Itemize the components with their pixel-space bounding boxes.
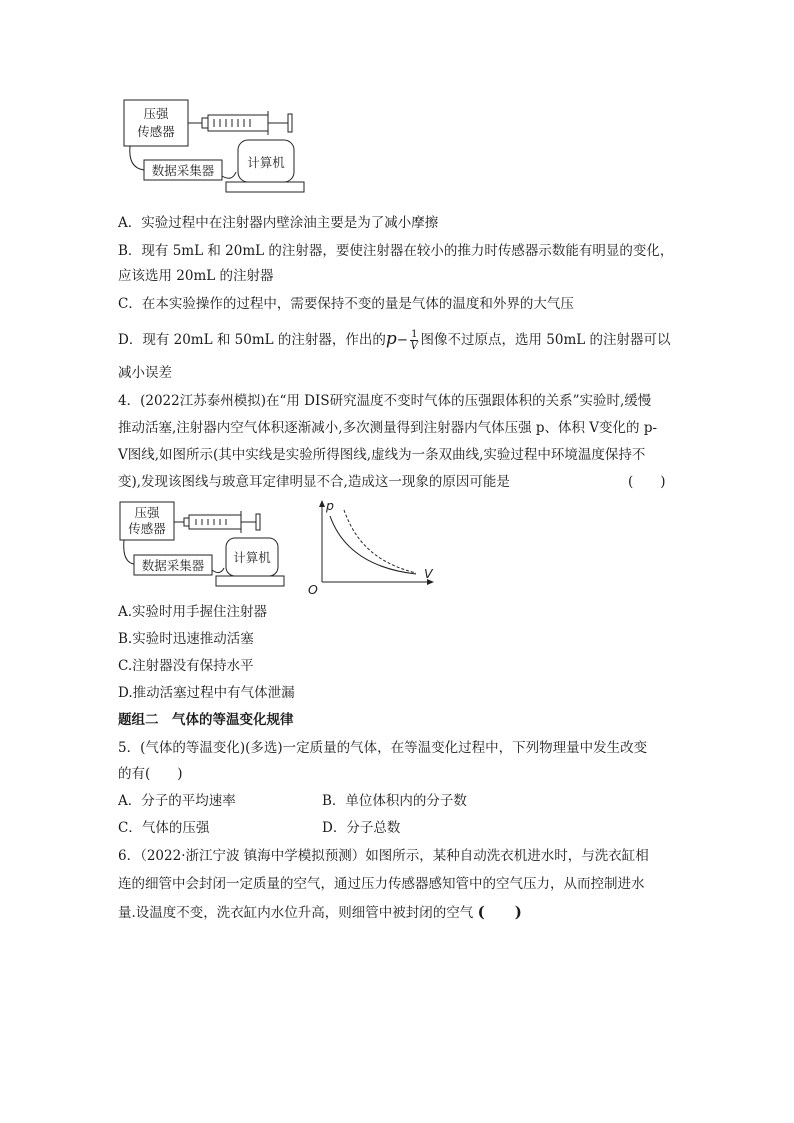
q4-option-c: C.注射器没有保持水平: [118, 658, 254, 674]
sensor-label-2: 传感器: [137, 124, 175, 139]
q6-stem-line3-text: 量.设温度不变，洗衣缸内水位升高，则细管中被封闭的空气: [118, 905, 474, 921]
q3-option-d-line2: 减小误差: [118, 365, 172, 381]
hyperbola-dashed-curve: [344, 510, 416, 573]
q3-option-d-dash: −: [396, 332, 409, 348]
sensor-label-2: 传感器: [128, 521, 166, 536]
syringe: [174, 511, 260, 533]
computer-label: 计算机: [247, 155, 285, 170]
q6-stem-line2: 连的细管中会封闭一定质量的空气，通过压力传感器感知管中的空气压力，从而控制进水: [118, 876, 645, 892]
q5-option-c: C．气体的压强: [118, 820, 210, 836]
q4-option-d: D.推动活塞过程中有气体泄漏: [118, 685, 295, 701]
section-title: 题组二 气体的等温变化规律: [118, 712, 294, 728]
q4-answer-bracket: ( ): [628, 474, 666, 490]
q4-stem-line3: V图线,如图所示(其中实线是实验所得图线,虚线为一条双曲线,实验过程中环境温度保持不: [118, 447, 646, 463]
q6-answer-bracket: ( ): [477, 903, 522, 921]
q3-option-d: [118, 326, 671, 353]
q6-stem-line3: [118, 902, 522, 923]
q3-option-c: C．在本实验操作的过程中，需要保持不变的量是气体的温度和外界的大气压: [118, 296, 574, 312]
q4-stem-line1: 4．(2022江苏泰州模拟)在“用 DIS研究温度不变时气体的压强跟体积的关系”实验时,缓慢: [118, 393, 652, 409]
syringe: [188, 111, 292, 135]
collector-label: 数据采集器: [141, 558, 205, 573]
q6-stem-line1: 6．（2022·浙江宁波 镇海中学模拟预测）如图所示，某种自动洗衣机进水时，与洗衣缸相: [118, 848, 649, 864]
p-axis-arrow: [319, 500, 325, 507]
fraction-denominator: V: [410, 341, 418, 352]
computer-label: 计算机: [233, 550, 271, 565]
q3-option-b-line2: 应该选用 20mL 的注射器: [118, 268, 274, 284]
q3-option-d-p: p: [385, 329, 397, 349]
q5-option-a: A．分子的平均速率: [118, 793, 236, 809]
q5-option-b: B．单位体积内的分子数: [322, 793, 467, 809]
v-axis-label: V: [424, 566, 433, 581]
sensor-label-1: 压强: [134, 505, 160, 520]
q5-stem-line1: 5．(气体的等温变化)(多选)一定质量的气体，在等温变化过程中，下列物理量中发生改变: [118, 740, 648, 756]
sensor-label-1: 压强: [143, 106, 169, 121]
apparatus-figure-1: [118, 96, 308, 200]
experimental-curve: [330, 516, 416, 574]
apparatus-figure-2: [118, 500, 288, 592]
q3-option-b-line1: B．现有 5mL 和 20mL 的注射器，要使注射器在较小的推力时传感器示数能有明显的变化，: [118, 243, 674, 259]
collector-label: 数据采集器: [151, 163, 215, 178]
computer-base: [216, 576, 284, 586]
q4-stem-line4: 变),发现该图线与玻意耳定律明显不合,造成这一现象的原因可能是: [118, 474, 510, 490]
fraction-one-over-v: [410, 329, 418, 352]
computer-base: [226, 182, 304, 192]
q3-option-d-text1: D．现有 20mL 和 50mL 的注射器，作出的: [118, 332, 386, 348]
p-axis-label: p: [326, 498, 334, 513]
pv-graph: [302, 496, 442, 596]
origin-label: O: [308, 582, 318, 596]
q3-option-a: A．实验过程中在注射器内壁涂油主要是为了减小摩擦: [118, 215, 439, 231]
q4-stem-line2: 推动活塞,注射器内空气体积逐渐减小,多次测量得到注射器内气体压强 p、体积 V变化的 p-: [118, 420, 658, 436]
sensor-cable: [130, 146, 144, 170]
fraction-numerator: 1: [411, 329, 418, 340]
q5-stem-line2: 的有( ): [118, 766, 183, 782]
collector-cable: [212, 568, 224, 573]
q5-option-d: D．分子总数: [322, 820, 401, 836]
collector-cable: [222, 172, 236, 178]
q4-option-b: B.实验时迅速推动活塞: [118, 631, 254, 647]
q3-option-d-text2: 图像不过原点，选用 50mL 的注射器可以: [420, 332, 671, 348]
sensor-cable: [124, 540, 134, 564]
q4-option-a: A.实验时用手握住注射器: [118, 604, 268, 620]
